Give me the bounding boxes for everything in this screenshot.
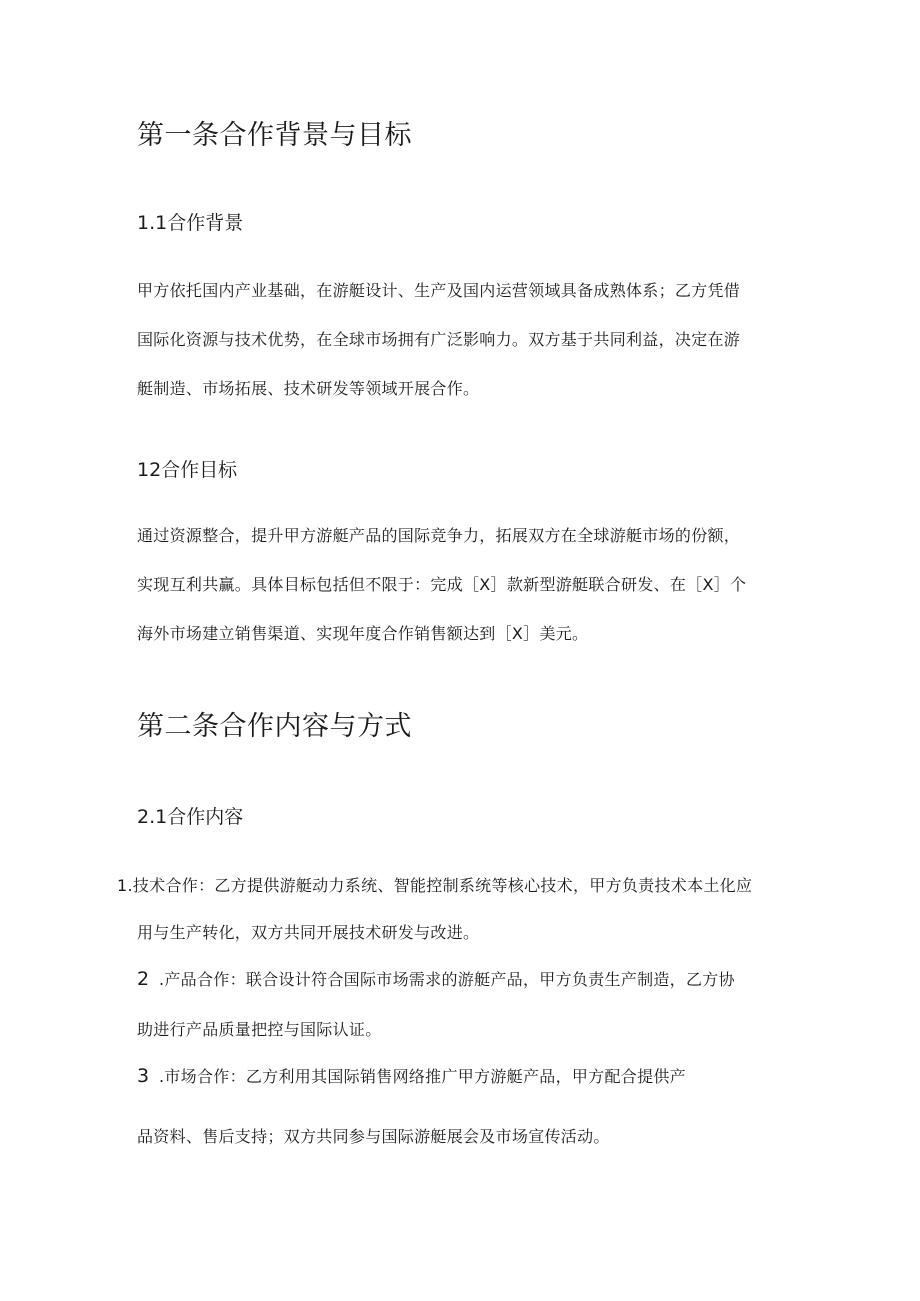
item-2-line-2: 助进行产品质量把控与国际认证。 — [137, 1020, 382, 1039]
section-1-2-line-1: 通过资源整合，提升甲方游艇产品的国际竞争力，拓展双方在全球游艇市场的份额， — [137, 526, 741, 545]
section-1-1-line-1: 甲方依托国内产业基础，在游艇设计、生产及国内运营领域具备成熟体系；乙方凭借 — [137, 281, 741, 300]
section-1-2-title: 12合作目标 — [137, 459, 238, 481]
item-3-number: 3 — [137, 1065, 150, 1087]
section-2-title: 第二条合作内容与方式 — [137, 711, 412, 742]
item-2 — [137, 967, 735, 990]
item-2-number: 2 — [137, 968, 150, 990]
item-1-line-2: 用与生产转化，双方共同开展技术研发与改进。 — [137, 923, 480, 942]
item-3 — [137, 1064, 686, 1087]
section-1-1-title: 1.1合作背景 — [137, 212, 244, 234]
section-1-1-line-3: 艇制造、市场拓展、技术研发等领域开展合作。 — [137, 379, 480, 398]
section-1-2-line-3: 海外市场建立销售渠道、实现年度合作销售额达到［X］美元。 — [137, 624, 589, 643]
section-2-1-title: 2.1合作内容 — [137, 806, 244, 828]
item-3-line-2: 品资料、售后支持；双方共同参与国际游艇展会及市场宣传活动。 — [137, 1127, 610, 1146]
item-2-line-1: .产品合作：联合设计符合国际市场需求的游艇产品，甲方负责生产制造，乙方协 — [159, 970, 735, 989]
item-3-line-1: .市场合作：乙方利用其国际销售网络推广甲方游艇产品，甲方配合提供产 — [159, 1067, 686, 1086]
section-1-1-line-2: 国际化资源与技术优势，在全球市场拥有广泛影响力。双方基于共同利益，决定在游 — [137, 330, 741, 349]
section-1-2-line-2: 实现互利共赢。具体目标包括但不限于：完成［X］款新型游艇联合研发、在［X］个 — [137, 575, 747, 594]
item-1-line-1: 1.技术合作：乙方提供游艇动力系统、智能控制系统等核心技术，甲方负责技术本土化应 — [117, 876, 753, 895]
section-1-title: 第一条合作背景与目标 — [137, 120, 412, 151]
